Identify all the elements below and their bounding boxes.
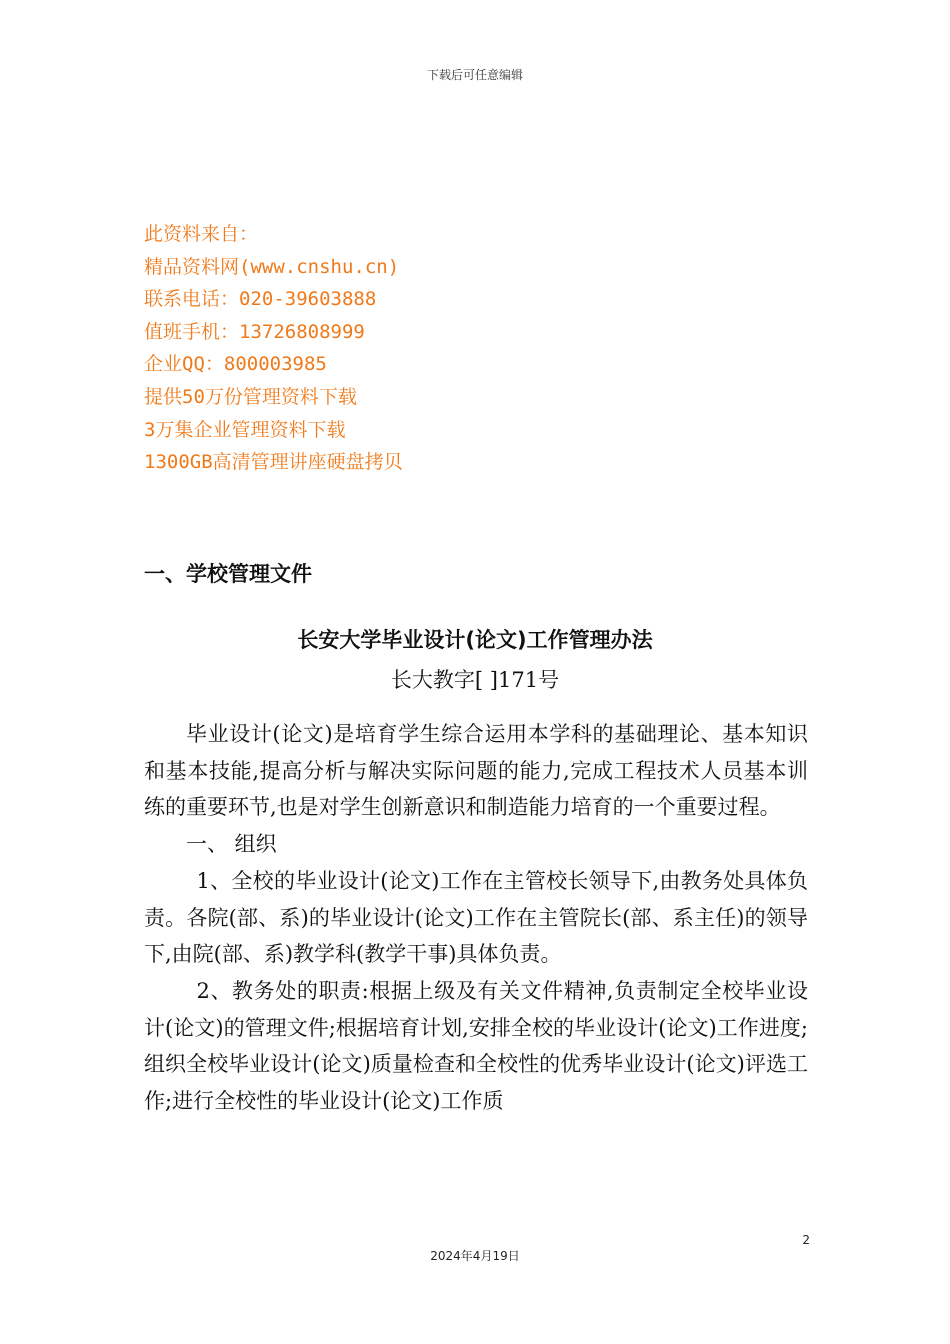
section-heading: 一、学校管理文件 — [144, 562, 312, 586]
subsection-heading: 一、 组织 — [186, 832, 277, 857]
body-paragraph: 毕业设计(论文)是培育学生综合运用本学科的基础理论、基本知识和基本技能,提高分析与解决实际问题的能力,完成工程技术人员基本训练的重要环节,也是对学生创新意识和制造能力培育的一个重要过程。 — [144, 722, 808, 820]
page-header-note: 下载后可任意编辑 — [426, 68, 523, 82]
source-info-line: 企业QQ：800003985 — [144, 353, 327, 376]
source-info-line: 值班手机：13726808999 — [144, 320, 365, 343]
document-body — [144, 716, 808, 1120]
source-info-line: 此资料来自： — [144, 223, 259, 245]
body-paragraph: 1、全校的毕业设计(论文)工作在主管校长领导下,由教务处具体负责。各院(部、系)的毕业设计(论文)工作在主管院长(部、系主任)的领导下,由院(部、系)教学科(教学干事)具体负责。 — [144, 868, 808, 967]
document-title: 长安大学毕业设计(论文)工作管理办法 — [297, 628, 653, 652]
source-info-line: 精品资料网(www.cnshu.cn) — [144, 255, 400, 278]
source-info-line: 3万集企业管理资料下载 — [144, 418, 346, 441]
body-paragraph: 2、教务处的职责:根据上级及有关文件精神,负责制定全校毕业设计(论文)的管理文件;根据培育计划,安排全校的毕业设计(论文)工作进度;组织全校毕业设计(论文)质量检查和全校性的优秀毕业设计(论文)评选工作;进行全校性的毕业设计(论文)工作质 — [144, 978, 808, 1114]
page-number: 2 — [802, 1233, 810, 1247]
document-number: 长大教字[ ]171号 — [390, 668, 560, 692]
source-info-line: 提供50万份管理资料下载 — [144, 385, 357, 408]
source-info-line: 1300GB高清管理讲座硬盘拷贝 — [144, 451, 403, 474]
footer-date: 2024年4月19日 — [430, 1249, 520, 1263]
source-info-block — [144, 218, 804, 479]
source-info-line: 联系电话：020-39603888 — [144, 288, 377, 311]
